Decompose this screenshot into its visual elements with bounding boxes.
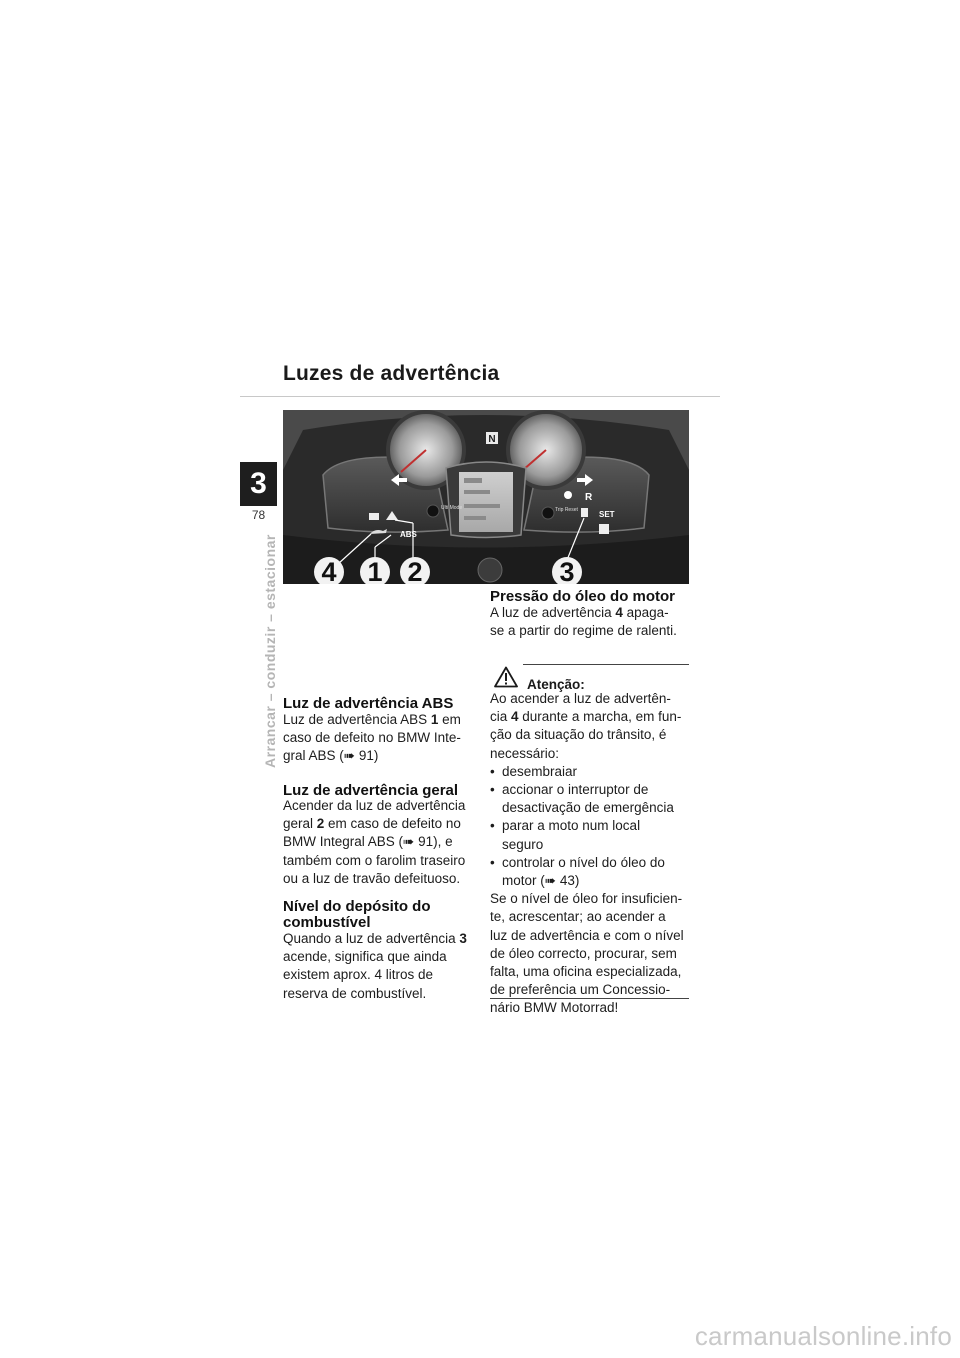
abs-indicator-label: ABS xyxy=(400,530,417,539)
chapter-side-title: Arrancar – conduzir – estacionar xyxy=(262,534,278,768)
heading-abs-warning-light: Luz de advertência ABS xyxy=(283,695,454,712)
callout-1: 1 xyxy=(367,557,383,587)
list-item: • parar a moto num local seguro xyxy=(490,817,690,853)
list-item: • desembraiar xyxy=(490,763,690,781)
trip-reset-button[interactable] xyxy=(542,507,554,519)
svg-text:N: N xyxy=(488,434,496,445)
title-divider xyxy=(240,396,720,397)
fuel-level-text: Quando a luz de advertência 3 acende, significa que ainda existem aprox. 4 litros de reserva de combustível. xyxy=(283,931,467,1001)
battery-icon xyxy=(369,513,379,520)
abs-warning-text: Luz de advertência ABS 1 em caso de defeito no BMW Inte- gral ABS (➠ 91) xyxy=(283,712,461,764)
heading-oil-pressure: Pressão do óleo do motor xyxy=(490,588,676,605)
watermark: carmanualsonline.info xyxy=(694,1321,952,1351)
warning-box-bottom-rule xyxy=(490,998,689,999)
warning-box-top-rule xyxy=(523,664,689,665)
list-item: • controlar o nível do óleo do motor (➠ 43) xyxy=(490,854,690,890)
callout-4: 4 xyxy=(321,557,337,587)
heading-fuel-level: Nível do depósito do combustível xyxy=(283,898,431,931)
chapter-tab: 3 xyxy=(240,462,277,506)
svg-text:SET: SET xyxy=(599,510,615,519)
list-item: • accionar o interruptor de desactivação de emergência xyxy=(490,781,690,817)
svg-text:Ulti Mode: Ulti Mode xyxy=(441,505,463,511)
page-title: Luzes de advertência xyxy=(283,362,500,385)
ignition-lock xyxy=(478,558,502,582)
fuel-level-icon xyxy=(581,508,588,517)
oil-pressure-text: A luz de advertência 4 apaga- se a partir do regime de ralenti. xyxy=(490,605,677,639)
callout-2: 2 xyxy=(407,557,423,587)
high-beam-indicator-icon xyxy=(564,491,572,499)
ultimode-button[interactable] xyxy=(427,505,439,517)
warning-body: Ao acender a luz de advertên- cia 4 durante a marcha, em fun- ção da situação do trânsito, é necessário: • desembraiar • accionar o interruptor de desactivação de emergência • parar a moto num local seguro • controlar o nível do óleo do motor (➠ 43) Se o nível de óleo for insuficien- te, acrescentar; ao acender a luz de advertência e com o nível de óleo correcto, procurar, sem falta, uma oficina especializada, de preferência um Concessio- nário BMW Motorrad! xyxy=(490,690,690,1018)
callout-3: 3 xyxy=(559,557,575,587)
page-number: 78 xyxy=(251,508,266,522)
warning-triangle-icon xyxy=(494,666,518,688)
warning-steps-list xyxy=(490,763,690,890)
general-warning-text: Acender da luz de advertência geral 2 em caso de defeito no BMW Integral ABS (➠ 91), e também com o farolim traseiro ou a luz de travão defeituoso. xyxy=(283,798,466,886)
heading-general-warning-light: Luz de advertência geral xyxy=(283,782,459,799)
svg-text:Trip Reset: Trip Reset xyxy=(555,507,578,513)
heated-grip-icon xyxy=(599,524,609,534)
warning-title: Atenção: xyxy=(527,677,585,692)
svg-text:R: R xyxy=(585,492,593,503)
